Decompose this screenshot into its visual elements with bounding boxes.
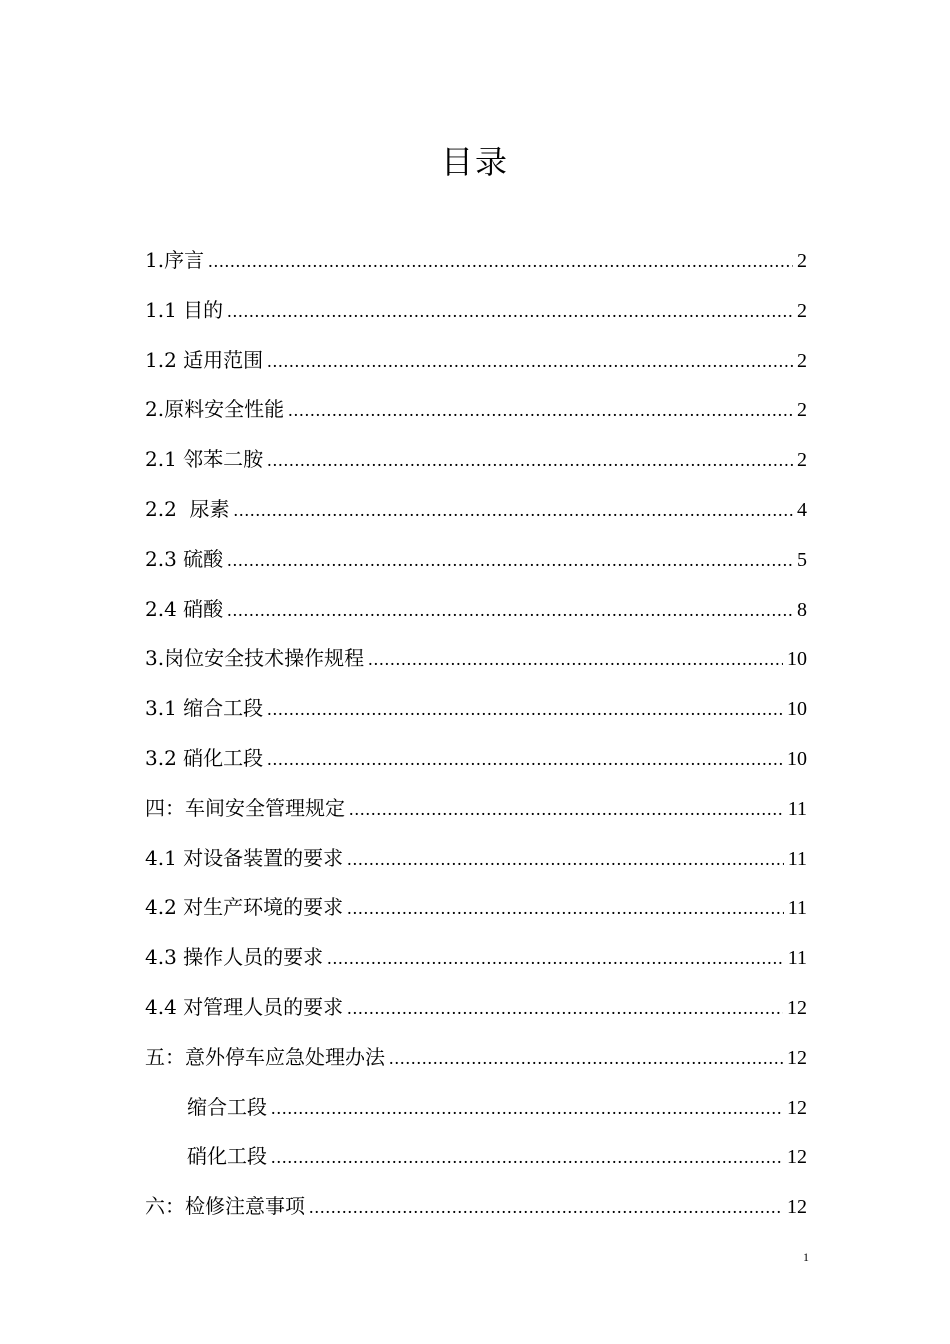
toc-entry[interactable]	[145, 989, 807, 1039]
toc-entry[interactable]	[145, 541, 807, 591]
toc-entry-page: 2	[797, 250, 807, 272]
toc-entry-label: 2.1 邻苯二胺	[145, 447, 264, 472]
toc-entry-label: 2.原料安全性能	[145, 397, 285, 422]
toc-entry-label: 硝化工段	[187, 1144, 267, 1169]
toc-entry-page: 12	[787, 1196, 807, 1219]
toc-entry-label: 1.2 适用范围	[145, 347, 264, 372]
toc-dot-leader	[389, 1040, 783, 1076]
toc-entry-label: 1.序言	[145, 248, 205, 272]
toc-entry-label: 2.4 硝酸	[145, 596, 224, 621]
toc-dot-leader	[267, 343, 793, 379]
toc-entry-page: 11	[787, 947, 807, 970]
toc-entry[interactable]	[145, 1138, 807, 1188]
toc-dot-leader	[227, 293, 793, 329]
toc-entry-page: 2	[797, 449, 807, 472]
toc-dot-leader	[227, 592, 793, 628]
toc-dot-leader	[288, 392, 793, 428]
toc-entry[interactable]	[145, 441, 807, 491]
toc-dot-leader	[271, 1139, 783, 1175]
toc-dot-leader	[271, 1090, 783, 1126]
toc-dot-leader	[227, 542, 793, 578]
toc-entry-page: 12	[787, 1146, 807, 1169]
toc-list	[145, 242, 807, 1238]
toc-entry[interactable]	[145, 939, 807, 989]
toc-title: 目录	[440, 143, 509, 181]
toc-entry-page: 10	[787, 698, 807, 721]
toc-entry-page: 11	[787, 797, 807, 820]
toc-entry-label: 4.1 对设备装置的要求	[145, 845, 344, 870]
toc-entry[interactable]	[145, 242, 807, 292]
toc-entry-page: 10	[787, 648, 807, 671]
toc-entry-label: 2.3 硫酸	[145, 546, 224, 571]
toc-entry[interactable]	[145, 491, 807, 541]
toc-entry[interactable]	[145, 1188, 807, 1238]
toc-entry-page: 12	[787, 996, 807, 1019]
toc-entry-page: 10	[787, 747, 807, 770]
toc-entry[interactable]	[145, 690, 807, 740]
toc-dot-leader	[347, 990, 783, 1026]
toc-entry-page: 12	[787, 1046, 807, 1069]
toc-entry[interactable]	[145, 342, 807, 392]
toc-entry-page: 2	[797, 399, 807, 422]
toc-entry[interactable]	[145, 790, 807, 840]
toc-dot-leader	[309, 1189, 783, 1225]
toc-entry-page: 2	[797, 349, 807, 372]
toc-entry[interactable]	[145, 889, 807, 939]
toc-entry[interactable]	[145, 1089, 807, 1139]
toc-dot-leader	[234, 492, 793, 528]
toc-entry[interactable]	[145, 640, 807, 690]
toc-entry-label: 缩合工段	[187, 1094, 267, 1119]
toc-dot-leader	[327, 940, 784, 976]
toc-entry-label: 1.1 目的	[145, 297, 224, 322]
toc-entry-label: 4.2 对生产环境的要求	[145, 895, 344, 920]
toc-entry-label: 4.3 操作人员的要求	[145, 945, 324, 970]
toc-dot-leader	[267, 442, 793, 478]
toc-entry-label: 2.2 尿素	[145, 496, 230, 521]
toc-entry-page: 11	[787, 897, 807, 920]
toc-entry-label: 六：检修注意事项	[145, 1194, 305, 1219]
toc-entry[interactable]	[145, 1039, 807, 1089]
toc-entry[interactable]	[145, 591, 807, 641]
toc-entry-label: 4.4 对管理人员的要求	[145, 994, 344, 1019]
toc-dot-leader	[267, 691, 783, 727]
toc-entry-label: 3.岗位安全技术操作规程	[145, 646, 365, 671]
toc-dot-leader	[347, 841, 784, 877]
toc-entry-page: 8	[797, 598, 807, 621]
toc-entry-label: 3.1 缩合工段	[145, 696, 264, 721]
toc-dot-leader	[349, 791, 784, 827]
toc-entry-label: 五：意外停车应急处理办法	[145, 1044, 385, 1069]
toc-entry-label: 四：车间安全管理规定	[145, 795, 345, 820]
toc-entry[interactable]	[145, 292, 807, 342]
toc-entry-page: 4	[797, 498, 807, 521]
toc-entry[interactable]	[145, 391, 807, 441]
toc-entry-page: 11	[787, 847, 807, 870]
toc-dot-leader	[208, 243, 793, 279]
toc-entry-label: 3.2 硝化工段	[145, 745, 264, 770]
page-number: 1	[803, 1250, 809, 1264]
toc-entry[interactable]	[145, 840, 807, 890]
toc-entry[interactable]	[145, 740, 807, 790]
toc-dot-leader	[368, 641, 783, 677]
toc-dot-leader	[347, 890, 784, 926]
toc-entry-page: 12	[787, 1096, 807, 1119]
toc-entry-page: 2	[797, 299, 807, 322]
toc-entry-page: 5	[797, 548, 807, 571]
toc-dot-leader	[267, 741, 783, 777]
